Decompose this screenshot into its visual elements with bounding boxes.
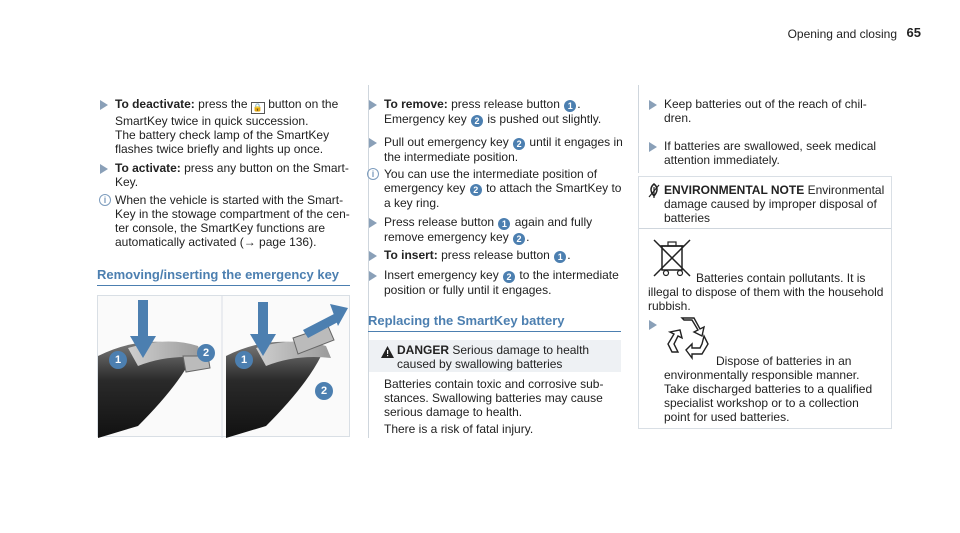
pollutants-text: Batteries contain pollutants. It is illegal to dispose of them with the household rubbish. [648, 271, 884, 313]
insert-intermediate-step: Insert emergency key 2 to the intermediate position or fully until it engages. [384, 268, 619, 297]
step-arrow-icon [649, 320, 657, 330]
remove-step: To remove: press release button 1 . Emergency key 2 is pushed out slightly. [384, 97, 602, 126]
emergency-key-illustration [97, 295, 350, 437]
step-arrow-icon [649, 142, 657, 152]
danger-title: DANGER Serious damage to health caused by swallowing batteries [397, 343, 590, 371]
dispose-text: Dispose of batteries in an environmentally responsible manner. Take discharged batteries to a qualified specialist workshop or to a collection point for used batteries. [664, 354, 873, 424]
callout-2: 2 [315, 382, 333, 400]
insert-step: To insert: press release button 1 . [384, 248, 571, 262]
pull-step: Pull out emergency key 2 until it engages in the intermediate position. [384, 135, 623, 164]
running-header: Opening and closing [787, 27, 897, 41]
deactivate-step: To deactivate: press the 🔒 button on the SmartKey twice in quick succession. The battery check lamp of the SmartKey flashes twice briefly and lights up once. [115, 97, 339, 156]
page-number: 65 [906, 25, 921, 40]
lock-icon: 🔒 [251, 102, 265, 114]
press-step: Press release button 1 again and fully remove emergency key 2 . [384, 215, 593, 244]
info-icon: i [367, 168, 379, 180]
info-note-keyring: You can use the intermediate position of emergency key 2 to attach the SmartKey to a key ring. [384, 167, 622, 210]
section-rule [368, 331, 621, 332]
step-arrow-icon [369, 271, 377, 281]
section-title-battery: Replacing the SmartKey battery [368, 313, 565, 328]
callout-2: 2 [197, 344, 215, 362]
keep-away-step: Keep batteries out of the reach of chil- dren. [664, 97, 867, 125]
swallow-step: If batteries are swallowed, seek medical attention immediately. [664, 139, 877, 167]
key-illustration-svg [98, 296, 351, 438]
callout-1: 1 [109, 351, 127, 369]
step-arrow-icon [100, 164, 108, 174]
section-rule [97, 285, 350, 286]
environmental-title: ENVIRONMENTAL NOTE Environmental damage caused by improper disposal of batteries [664, 183, 885, 225]
step-arrow-icon [369, 218, 377, 228]
danger-body: Batteries contain toxic and corrosive sub- stances. Swallowing batteries may cause serious damage to health. There is a risk of fatal injury. [384, 377, 604, 436]
step-arrow-icon [369, 100, 377, 110]
step-arrow-icon [369, 138, 377, 148]
warning-icon [381, 346, 394, 361]
step-arrow-icon [369, 251, 377, 261]
callout-1: 1 [235, 351, 253, 369]
activate-step: To activate: press any button on the Smart- Key. [115, 161, 349, 189]
step-arrow-icon [649, 100, 657, 110]
step-arrow-icon [100, 100, 108, 110]
info-icon: i [99, 194, 111, 206]
section-title-emergency-key: Removing/inserting the emergency key [97, 267, 340, 282]
column-divider [638, 85, 639, 173]
info-note: When the vehicle is started with the Smart- Key in the stowage compartment of the cen- ter console, the SmartKey functions are automatically activated (→ page 136). [115, 193, 350, 249]
leaf-icon [647, 183, 661, 202]
box-divider [639, 228, 891, 229]
